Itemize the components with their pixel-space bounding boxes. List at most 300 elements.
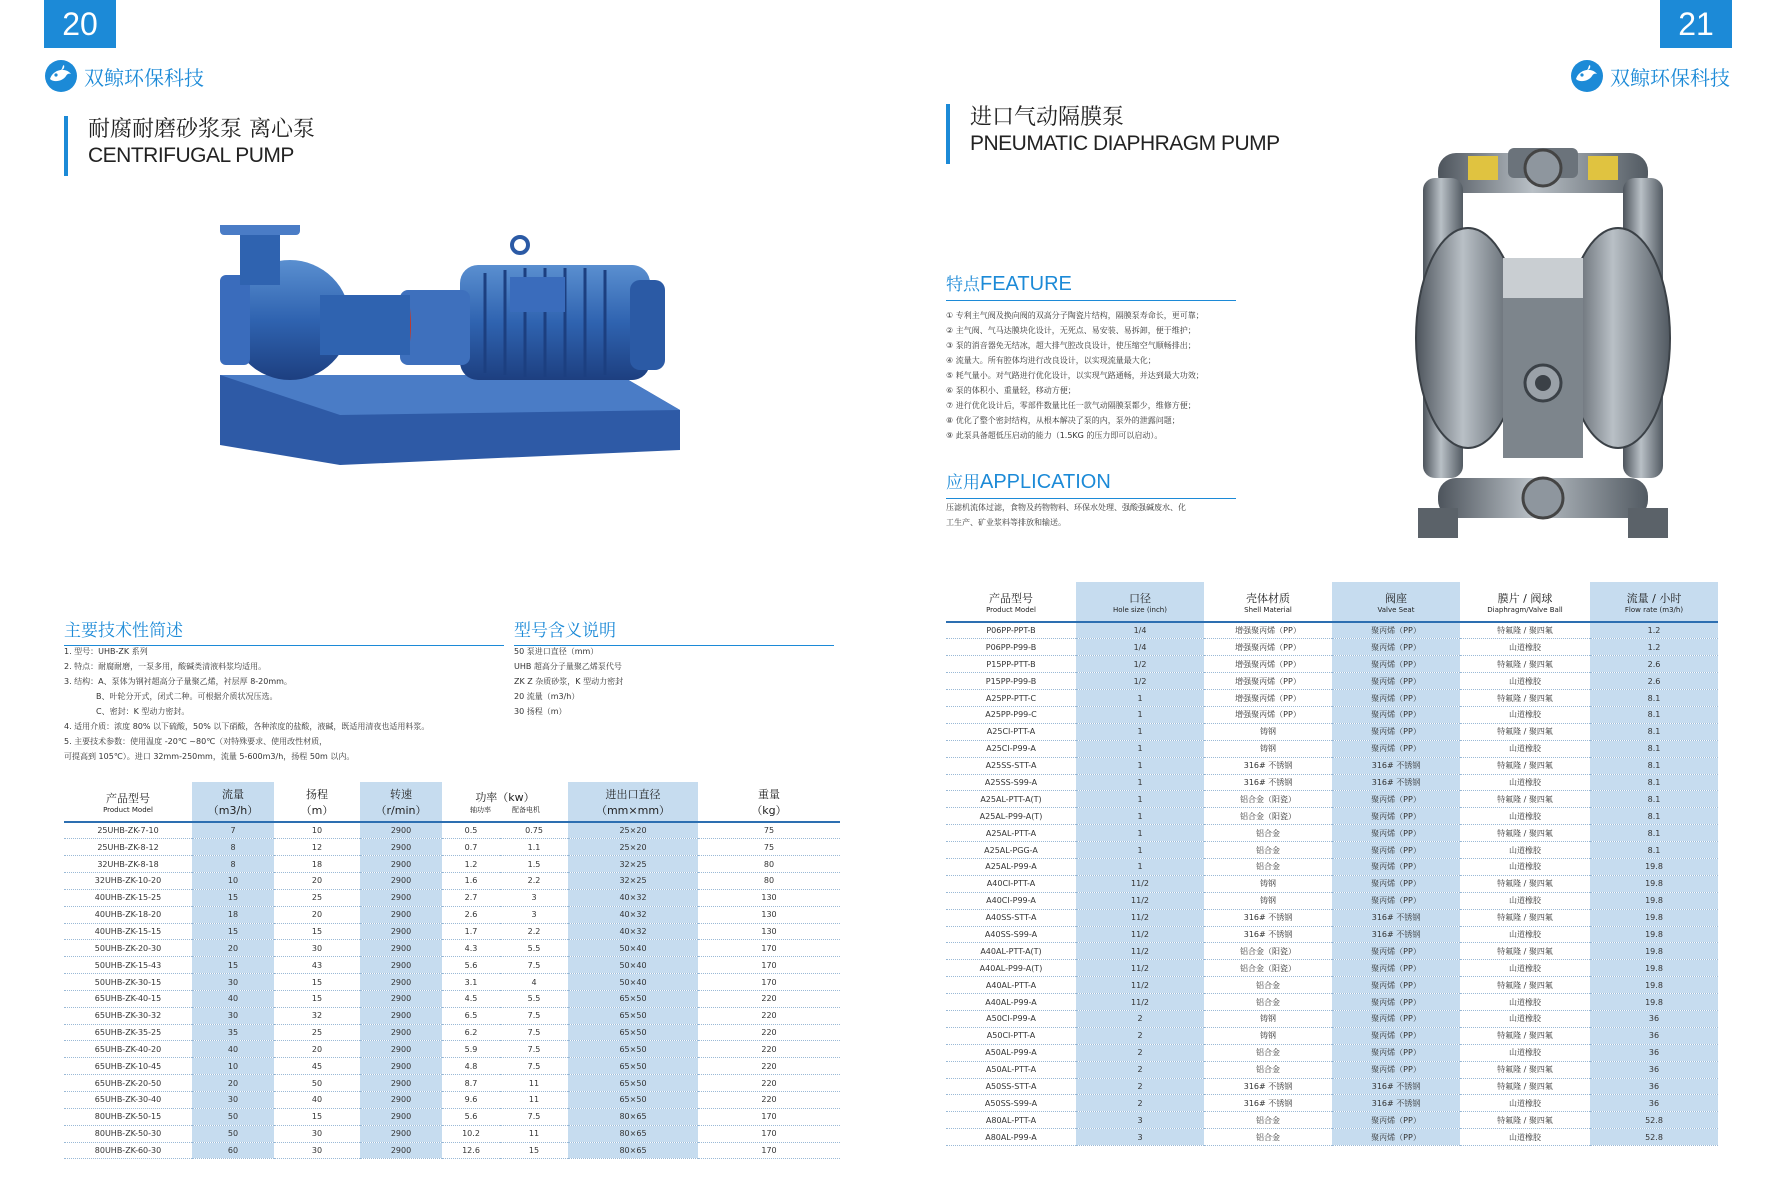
table-cell: 山道橡胶 (1460, 926, 1590, 943)
table-cell: 聚丙烯（PP） (1332, 892, 1460, 909)
table-cell: 铸钢 (1204, 740, 1332, 757)
table-cell: 316# 不锈钢 (1204, 774, 1332, 791)
table-cell: 36 (1590, 1095, 1718, 1112)
table-cell: 19.8 (1590, 892, 1718, 909)
table-row (946, 909, 1718, 926)
table-cell: 50×40 (568, 974, 698, 991)
table-cell: 2.6 (1590, 673, 1718, 690)
table-cell: 7.5 (500, 1041, 568, 1058)
table-cell: P06PP-P99-B (946, 639, 1076, 656)
table-cell: 1.2 (442, 856, 500, 873)
table-row (946, 1095, 1718, 1112)
table-cell: 36 (1590, 1044, 1718, 1061)
table-cell: 11 (500, 1075, 568, 1092)
table-cell: 2900 (360, 1108, 442, 1125)
col-header: 进出口直径 （mm×mm） (568, 782, 698, 822)
table-cell: 2900 (360, 923, 442, 940)
table-row (946, 757, 1718, 774)
table-cell: 1 (1076, 740, 1204, 757)
table-cell: A25CI-PTT-A (946, 723, 1076, 740)
table-cell: 11/2 (1076, 943, 1204, 960)
table-cell: 4.8 (442, 1058, 500, 1075)
table-cell: 3 (500, 906, 568, 923)
table-cell: 特氟隆 / 聚四氟 (1460, 1061, 1590, 1078)
table-cell: 2 (1076, 1027, 1204, 1044)
col-header: 功率（kw） 轴功率 配备电机 (442, 782, 568, 822)
table-cell: 52.8 (1590, 1112, 1718, 1129)
table-cell: 19.8 (1590, 926, 1718, 943)
table-row (946, 825, 1718, 842)
table-cell: 聚丙烯（PP） (1332, 960, 1460, 977)
diaphragm-pump-image (1408, 148, 1678, 540)
table-cell: 15 (192, 957, 274, 974)
table-row (64, 957, 840, 974)
table-cell: A25CI-P99-A (946, 740, 1076, 757)
table-cell: 聚丙烯（PP） (1332, 723, 1460, 740)
table-cell: 18 (192, 906, 274, 923)
table-cell: 3 (1076, 1129, 1204, 1146)
table-cell: 山道橡胶 (1460, 960, 1590, 977)
table-cell: 19.8 (1590, 858, 1718, 875)
table-cell: 1.6 (442, 873, 500, 890)
table-row (946, 875, 1718, 892)
table-cell: 特氟隆 / 聚四氟 (1460, 757, 1590, 774)
table-cell: 36 (1590, 1078, 1718, 1095)
table-cell: 铝合金（阳瓷） (1204, 791, 1332, 808)
table-cell: 5.5 (500, 990, 568, 1007)
whale-logo-icon (44, 59, 78, 93)
table-cell: 铝合金（阳瓷） (1204, 943, 1332, 960)
table-cell: 5.9 (442, 1041, 500, 1058)
table-cell: 130 (698, 906, 840, 923)
table-row (946, 943, 1718, 960)
table-cell: 山道橡胶 (1460, 1044, 1590, 1061)
table-cell: 75 (698, 822, 840, 839)
table-cell: 聚丙烯（PP） (1332, 943, 1460, 960)
table-cell: 特氟隆 / 聚四氟 (1460, 909, 1590, 926)
table-row (946, 994, 1718, 1011)
table-cell: 65UHB-ZK-40-20 (64, 1041, 192, 1058)
col-header: 口径 Hole size (inch) (1076, 582, 1204, 622)
table-cell: 11/2 (1076, 926, 1204, 943)
table-row (946, 1010, 1718, 1027)
table-cell: 25×20 (568, 839, 698, 856)
table-cell: 65UHB-ZK-30-40 (64, 1092, 192, 1109)
table-cell: 80×65 (568, 1125, 698, 1142)
table-row (64, 990, 840, 1007)
table-cell: 2900 (360, 1041, 442, 1058)
table-row (946, 1027, 1718, 1044)
table-cell: 山道橡胶 (1460, 1095, 1590, 1112)
table-cell: 2900 (360, 839, 442, 856)
table-cell: 特氟隆 / 聚四氟 (1460, 943, 1590, 960)
diaphragm-spec-table (946, 582, 1718, 1146)
table-cell: A40SS-S99-A (946, 926, 1076, 943)
table-cell: 聚丙烯（PP） (1332, 1129, 1460, 1146)
table-cell: 40UHB-ZK-15-25 (64, 889, 192, 906)
table-cell: 8 (192, 839, 274, 856)
table-cell: 聚丙烯（PP） (1332, 622, 1460, 639)
table-cell: 2 (1076, 1078, 1204, 1095)
col-header: 重量 （kg） (698, 782, 840, 822)
whale-logo-icon (1570, 59, 1604, 93)
table-cell: 80 (698, 856, 840, 873)
table-cell: 聚丙烯（PP） (1332, 858, 1460, 875)
table-cell: 40UHB-ZK-18-20 (64, 906, 192, 923)
table-cell: 32 (274, 1007, 360, 1024)
table-cell: 7.5 (500, 1007, 568, 1024)
table-cell: A25AL-PTT-A (946, 825, 1076, 842)
table-cell: 30 (192, 974, 274, 991)
table-cell: 山道橡胶 (1460, 774, 1590, 791)
table-cell: 2.2 (500, 873, 568, 890)
table-cell: A50SS-STT-A (946, 1078, 1076, 1095)
table-cell: 130 (698, 889, 840, 906)
table-cell: 20 (192, 1075, 274, 1092)
title-en: PNEUMATIC DIAPHRAGM PUMP (970, 132, 1280, 155)
table-cell: 2900 (360, 873, 442, 890)
table-cell: 19.8 (1590, 960, 1718, 977)
table-cell: A40AL-P99-A (946, 994, 1076, 1011)
table-cell: 铝合金 (1204, 977, 1332, 994)
table-cell: 35 (192, 1024, 274, 1041)
table-cell: 36 (1590, 1010, 1718, 1027)
table-cell: A25AL-P99-A(T) (946, 808, 1076, 825)
table-cell: 聚丙烯（PP） (1332, 791, 1460, 808)
page-number-left: 20 (44, 0, 116, 48)
table-cell: 2.6 (442, 906, 500, 923)
table-cell: 19.8 (1590, 909, 1718, 926)
table-cell: 316# 不锈钢 (1204, 1078, 1332, 1095)
table-cell: 30 (274, 1125, 360, 1142)
table-row (946, 690, 1718, 707)
table-cell: 36 (1590, 1027, 1718, 1044)
table-row (946, 1129, 1718, 1146)
table-cell: 5.5 (500, 940, 568, 957)
table-cell: 2900 (360, 1024, 442, 1041)
table-cell: 特氟隆 / 聚四氟 (1460, 825, 1590, 842)
table-cell: 316# 不锈钢 (1204, 1095, 1332, 1112)
table-cell: 1.1 (500, 839, 568, 856)
table-cell: 4 (500, 974, 568, 991)
table-cell: 山道橡胶 (1460, 892, 1590, 909)
table-cell: 316# 不锈钢 (1332, 1095, 1460, 1112)
table-cell: 8.1 (1590, 757, 1718, 774)
col-header: 产品型号 Product Model (946, 582, 1076, 622)
table-cell: 1 (1076, 858, 1204, 875)
table-cell: 铸钢 (1204, 723, 1332, 740)
table-cell: 2900 (360, 889, 442, 906)
table-cell: 40×32 (568, 923, 698, 940)
table-cell: 8.1 (1590, 740, 1718, 757)
table-cell: 316# 不锈钢 (1332, 1078, 1460, 1095)
table-cell: 19.8 (1590, 943, 1718, 960)
table-cell: 铝合金 (1204, 858, 1332, 875)
table-cell: 特氟隆 / 聚四氟 (1460, 622, 1590, 639)
table-cell: 8.1 (1590, 825, 1718, 842)
table-cell: 316# 不锈钢 (1204, 757, 1332, 774)
table-row (946, 926, 1718, 943)
table-cell: 聚丙烯（PP） (1332, 706, 1460, 723)
table-cell: 增强聚丙烯（PP） (1204, 673, 1332, 690)
table-cell: 10 (192, 1058, 274, 1075)
table-cell: 8.1 (1590, 791, 1718, 808)
table-cell: A25AL-PGG-A (946, 842, 1076, 859)
table-cell: 铝合金（阳瓷） (1204, 808, 1332, 825)
table-cell: 3 (500, 889, 568, 906)
table-cell: A50AL-P99-A (946, 1044, 1076, 1061)
table-cell: 80UHB-ZK-60-30 (64, 1142, 192, 1159)
table-cell: 聚丙烯（PP） (1332, 994, 1460, 1011)
table-cell: 15 (192, 923, 274, 940)
table-cell: 山道橡胶 (1460, 673, 1590, 690)
table-cell: 2.6 (1590, 656, 1718, 673)
table-cell: A50AL-PTT-A (946, 1061, 1076, 1078)
table-cell: 65UHB-ZK-30-32 (64, 1007, 192, 1024)
table-cell: 50UHB-ZK-15-43 (64, 957, 192, 974)
table-cell: 11/2 (1076, 875, 1204, 892)
table-cell: 220 (698, 1007, 840, 1024)
table-row (64, 1058, 840, 1075)
table-cell: 170 (698, 1108, 840, 1125)
table-cell: 15 (274, 1108, 360, 1125)
table-cell: 65×50 (568, 1041, 698, 1058)
table-row (946, 622, 1718, 639)
centrifugal-pump-image (220, 225, 700, 485)
col-header: 转速 （r/min） (360, 782, 442, 822)
table-row (64, 889, 840, 906)
table-row (64, 1108, 840, 1125)
centrifugal-spec-table (64, 782, 840, 1159)
table-cell: 增强聚丙烯（PP） (1204, 622, 1332, 639)
table-cell: 铝合金 (1204, 994, 1332, 1011)
table-row (64, 1007, 840, 1024)
table-row (946, 656, 1718, 673)
table-cell: A25AL-PTT-A(T) (946, 791, 1076, 808)
table-cell: 10 (274, 822, 360, 839)
table-cell: 170 (698, 957, 840, 974)
table-cell: 170 (698, 1125, 840, 1142)
table-cell: 316# 不锈钢 (1332, 909, 1460, 926)
page-number-right: 21 (1660, 0, 1732, 48)
table-cell: 65UHB-ZK-40-15 (64, 990, 192, 1007)
table-row (64, 822, 840, 839)
table-cell: 1 (1076, 757, 1204, 774)
table-cell: 增强聚丙烯（PP） (1204, 706, 1332, 723)
table-cell: A40AL-PTT-A (946, 977, 1076, 994)
table-cell: 11/2 (1076, 960, 1204, 977)
table-row (64, 940, 840, 957)
table-cell: A40SS-STT-A (946, 909, 1076, 926)
table-cell: 1.2 (1590, 622, 1718, 639)
table-row (946, 673, 1718, 690)
table-cell: 聚丙烯（PP） (1332, 690, 1460, 707)
table-row (64, 1142, 840, 1159)
table-row (946, 639, 1718, 656)
table-cell: 60 (192, 1142, 274, 1159)
table-cell: A25SS-STT-A (946, 757, 1076, 774)
table-cell: 30 (192, 1092, 274, 1109)
table-cell: 32×25 (568, 856, 698, 873)
table-cell: 50 (192, 1108, 274, 1125)
table-cell: 1 (1076, 706, 1204, 723)
table-cell: 聚丙烯（PP） (1332, 1044, 1460, 1061)
table-cell: 11/2 (1076, 892, 1204, 909)
table-cell: 增强聚丙烯（PP） (1204, 656, 1332, 673)
table-cell: 2900 (360, 990, 442, 1007)
table-cell: 铝合金 (1204, 1129, 1332, 1146)
table-cell: 20 (192, 940, 274, 957)
table-cell: 2 (1076, 1044, 1204, 1061)
table-cell: 8.1 (1590, 723, 1718, 740)
table-cell: 2900 (360, 1058, 442, 1075)
table-row (946, 1112, 1718, 1129)
table-cell: 2900 (360, 1075, 442, 1092)
col-header: 扬程 （m） (274, 782, 360, 822)
table-cell: A50CI-PTT-A (946, 1027, 1076, 1044)
table-cell: 1 (1076, 825, 1204, 842)
table-cell: 32UHB-ZK-10-20 (64, 873, 192, 890)
table-row (64, 839, 840, 856)
table-cell: 7.5 (500, 1058, 568, 1075)
table-cell: 聚丙烯（PP） (1332, 825, 1460, 842)
table-cell: 1 (1076, 808, 1204, 825)
table-cell: A40AL-P99-A(T) (946, 960, 1076, 977)
table-cell: 聚丙烯（PP） (1332, 875, 1460, 892)
table-cell: 铝合金 (1204, 1044, 1332, 1061)
table-cell: 7.5 (500, 1108, 568, 1125)
table-cell: 19.8 (1590, 977, 1718, 994)
col-header: 流量 / 小时 Flow rate (m3/h) (1590, 582, 1718, 622)
section-title-diaphragm (946, 104, 1280, 164)
table-row (946, 706, 1718, 723)
brand-name-right: 双鲸环保科技 (1610, 65, 1730, 90)
table-cell: 170 (698, 940, 840, 957)
table-cell: 40×32 (568, 906, 698, 923)
table-cell: 5.6 (442, 1108, 500, 1125)
table-cell: 2900 (360, 906, 442, 923)
table-cell: 11/2 (1076, 909, 1204, 926)
table-cell: 50UHB-ZK-20-30 (64, 940, 192, 957)
table-cell: 2 (1076, 1061, 1204, 1078)
table-cell: 特氟隆 / 聚四氟 (1460, 656, 1590, 673)
table-cell: 5.6 (442, 957, 500, 974)
table-cell: 11 (500, 1092, 568, 1109)
table-cell: 43 (274, 957, 360, 974)
table-cell: 聚丙烯（PP） (1332, 1027, 1460, 1044)
table-cell: A40CI-P99-A (946, 892, 1076, 909)
tech-heading: 主要技术性简述 (64, 616, 504, 646)
table-cell: 2.2 (500, 923, 568, 940)
table-row (946, 977, 1718, 994)
table-cell: A25PP-P99-C (946, 706, 1076, 723)
table-cell: 45 (274, 1058, 360, 1075)
table-row (946, 723, 1718, 740)
col-header: 产品型号 Product Model (64, 782, 192, 822)
section-title-centrifugal (64, 116, 315, 176)
table-cell: 170 (698, 1142, 840, 1159)
table-cell: 2900 (360, 1092, 442, 1109)
table-cell: 19.8 (1590, 994, 1718, 1011)
tech-description: 1. 型号：UHB-ZK 系列 2. 特点：耐腐耐磨，一泵多用，酸碱类清液料浆均适用。 3. 结构：A、泵体为钢衬超高分子量聚乙烯，衬层厚 8-20mm。 B、叶轮分开式，闭式二种。可根据介质状况压选。 C、密封：K 型动力密封。 4. 适用介质：浓度 80% 以下硫酸，50% 以下硝酸，各种浓度的盐酸，液碱，既适用清夜也适用料浆。 5. 主要技术参数：使用温度 -20℃ ~80℃（对特殊要求、使用改性材质， 可提高到 105℃）。进口 32mm-250mm，流量 5-600m3/h，扬程 50m 以内。 (64, 647, 430, 761)
table-cell: P15PP-PTT-B (946, 656, 1076, 673)
table-cell: 6.2 (442, 1024, 500, 1041)
table-cell: 聚丙烯（PP） (1332, 740, 1460, 757)
table-cell: 特氟隆 / 聚四氟 (1460, 875, 1590, 892)
table-cell: 65UHB-ZK-35-25 (64, 1024, 192, 1041)
table-cell: 220 (698, 1075, 840, 1092)
table-cell: 聚丙烯（PP） (1332, 808, 1460, 825)
application-text: 压滤机流体过滤，食物及药物物料、环保水处理、强酸强碱废水、化 工生产、矿业浆料等排放和输送。 (946, 503, 1186, 527)
table-cell: 220 (698, 1092, 840, 1109)
table-cell: 2 (1076, 1095, 1204, 1112)
table-cell: 18 (274, 856, 360, 873)
col-header: 阀座 Valve Seat (1332, 582, 1460, 622)
table-row (64, 974, 840, 991)
model-heading: 型号含义说明 (514, 616, 834, 646)
table-cell: 15 (192, 889, 274, 906)
table-row (946, 842, 1718, 859)
table-cell: 65UHB-ZK-10-45 (64, 1058, 192, 1075)
table-row (64, 1092, 840, 1109)
table-cell: 15 (274, 923, 360, 940)
table-cell: 25UHB-ZK-7-10 (64, 822, 192, 839)
table-cell: P15PP-P99-B (946, 673, 1076, 690)
table-cell: 40UHB-ZK-15-15 (64, 923, 192, 940)
table-cell: A25PP-PTT-C (946, 690, 1076, 707)
table-cell: 40 (192, 990, 274, 1007)
table-cell: 50×40 (568, 957, 698, 974)
table-row (946, 1044, 1718, 1061)
table-cell: A40CI-PTT-A (946, 875, 1076, 892)
table-cell: 30 (274, 940, 360, 957)
table-cell: 12 (274, 839, 360, 856)
table-cell: 40×32 (568, 889, 698, 906)
table-cell: 20 (274, 906, 360, 923)
table-cell: 山道橡胶 (1460, 994, 1590, 1011)
table-cell: 增强聚丙烯（PP） (1204, 690, 1332, 707)
table-cell: 1/4 (1076, 622, 1204, 639)
feature-list: ① 专利主气阀及换向阀的双高分子陶瓷片结构，隔膜泵寿命长，更可靠； ② 主气阀、气马达膜块化设计，无死点、易安装、易拆卸，便于维护； ③ 泵的消音器免无结冰，超大排气腔改良设计，使压缩空气顺畅排出； ④ 流量大。所有腔体均进行改良设计，以实现流量最大化； ⑤ 耗气量小。对气路进行优化设计，以实现气路通畅，并达到最大功效； ⑥ 泵的体积小、重量轻，移动方便； ⑦ 进行优化设计后，零部件数量比任一款气动隔膜泵都少，维修方便； ⑧ 优化了整个密封结构，从根本解决了泵的内，泵外的泄露问题； ⑨ 此泵具备超低压启动的能力（1.5KG 的压力即可以启动）。 (946, 311, 1204, 440)
table-cell: 铝合金 (1204, 842, 1332, 859)
table-cell: 铝合金 (1204, 1112, 1332, 1129)
table-cell: 8.1 (1590, 706, 1718, 723)
brand-right (1570, 58, 1730, 94)
table-cell: 50 (192, 1125, 274, 1142)
table-cell: 2900 (360, 974, 442, 991)
table-cell: 316# 不锈钢 (1332, 774, 1460, 791)
col-header: 流量 （m3/h） (192, 782, 274, 822)
table-cell: 特氟隆 / 聚四氟 (1460, 977, 1590, 994)
table-cell: 130 (698, 923, 840, 940)
table-cell: 特氟隆 / 聚四氟 (1460, 1112, 1590, 1129)
table-cell: 220 (698, 1024, 840, 1041)
model-description: 50 泵进口直径（mm） UHB 超高分子量聚乙烯泵代号 ZK Z 杂质砂浆，K 型动力密封 20 流量（m3/h） 30 扬程（m） (514, 647, 624, 716)
table-cell: 65×50 (568, 990, 698, 1007)
table-cell: 65×50 (568, 1007, 698, 1024)
table-cell: 聚丙烯（PP） (1332, 673, 1460, 690)
table-cell: 170 (698, 974, 840, 991)
table-cell: 80×65 (568, 1142, 698, 1159)
table-row (64, 1075, 840, 1092)
table-cell: 1.2 (1590, 639, 1718, 656)
table-cell: 聚丙烯（PP） (1332, 1112, 1460, 1129)
table-cell: 65×50 (568, 1075, 698, 1092)
table-cell: A80AL-P99-A (946, 1129, 1076, 1146)
table-cell: 2900 (360, 940, 442, 957)
table-cell: 10.2 (442, 1125, 500, 1142)
table-row (946, 1078, 1718, 1095)
